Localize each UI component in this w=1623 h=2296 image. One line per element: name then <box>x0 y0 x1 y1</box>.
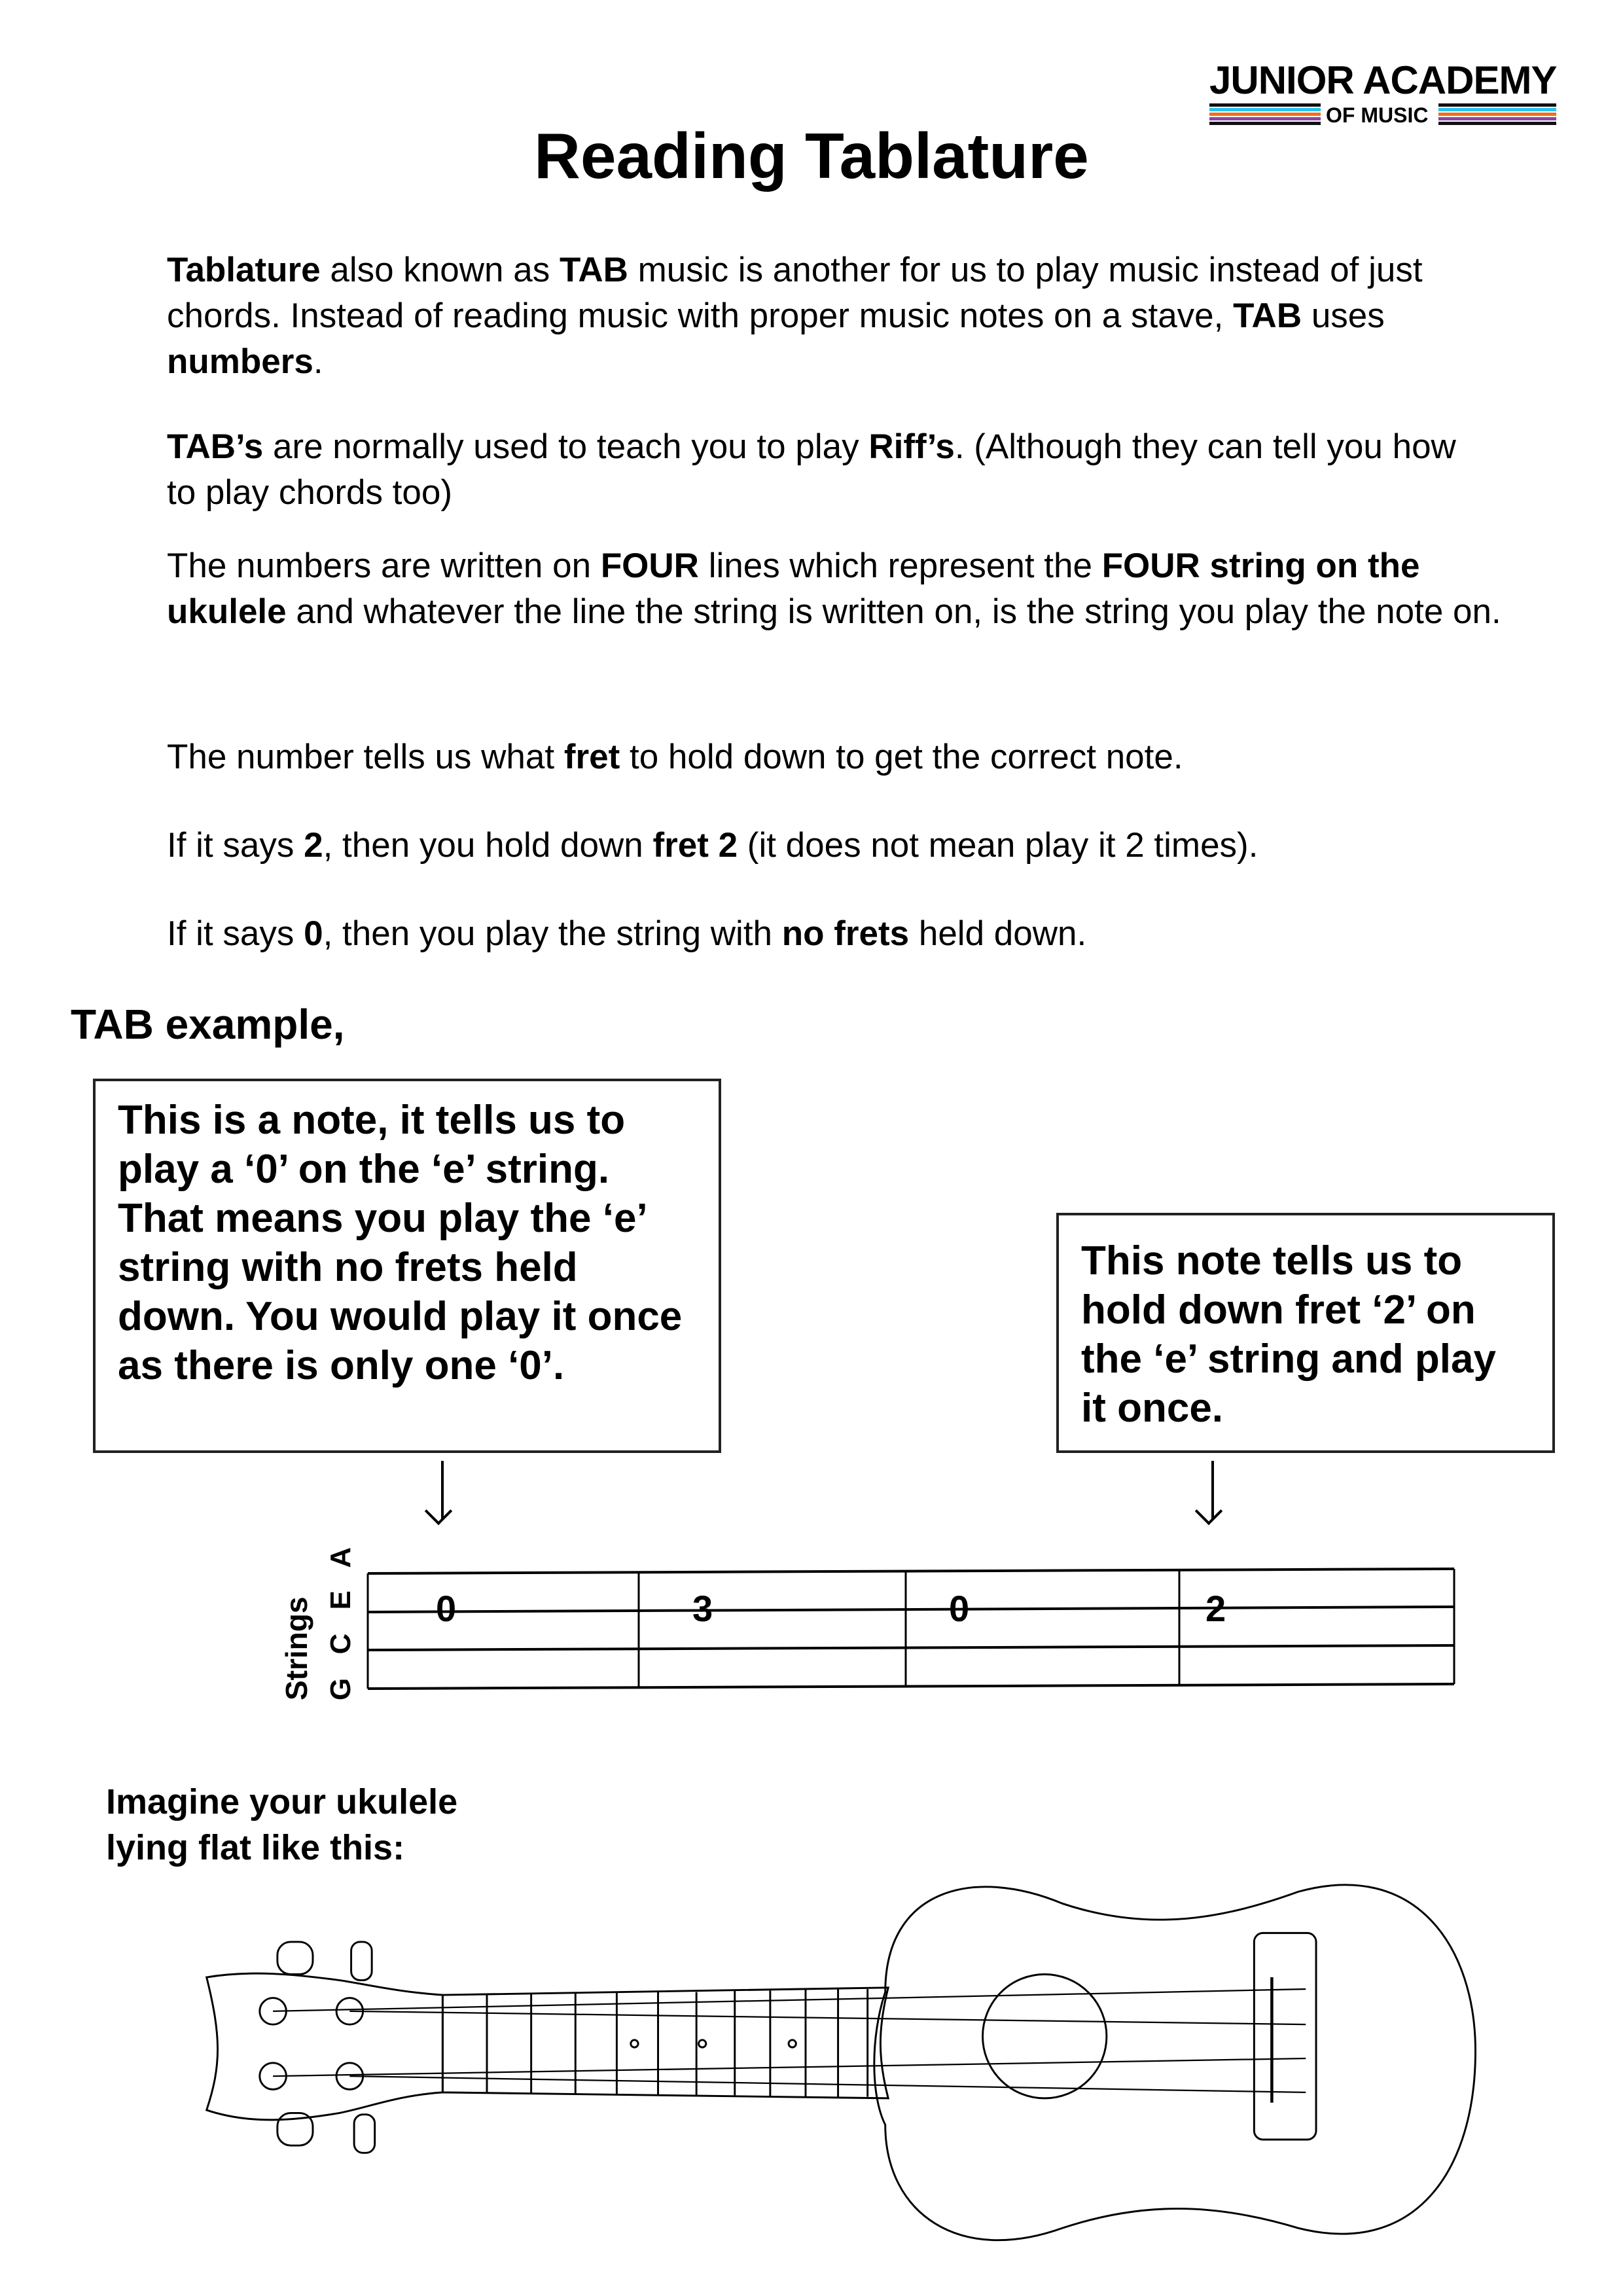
bold-text: fret <box>563 738 620 776</box>
bold-text: TAB <box>559 251 628 289</box>
logo-line1: JUNIOR ACADEMY <box>1209 58 1557 102</box>
logo-line2: OF MUSIC <box>1326 103 1429 127</box>
text: If it says <box>167 826 304 865</box>
bold-text: fret 2 <box>652 826 738 865</box>
text: , then you hold down <box>323 826 653 865</box>
text: and whatever the line the string is written on, is the string you play the note on. <box>286 592 1501 631</box>
headstock <box>207 1973 443 2120</box>
imagine-caption: Imagine your ukulele lying flat like this: <box>106 1782 458 1867</box>
bold-text: 2 <box>304 826 323 865</box>
text: are normally used to teach you to play <box>263 427 869 466</box>
sound-hole <box>983 1975 1107 2098</box>
text: , then you play the string with <box>323 914 782 953</box>
text: (it does not mean play it 2 times). <box>738 826 1258 865</box>
tab-note: 3 <box>692 1588 713 1629</box>
bold-text: Tablature <box>167 251 321 289</box>
bold-text: TAB <box>1233 296 1302 335</box>
tab-note: 0 <box>436 1588 457 1629</box>
bold-text: Riff’s <box>868 427 955 466</box>
bold-text: TAB’s <box>167 427 264 466</box>
bold-text: no frets <box>781 914 910 953</box>
text: . (Although they can tell you how to play chords too) <box>167 427 1456 512</box>
text: If it says <box>167 914 304 953</box>
tab-note: 0 <box>949 1588 970 1629</box>
string-names: G C E A <box>325 1539 357 1700</box>
text: to hold down to get the correct note. <box>620 738 1183 776</box>
callout-note-2: This note tells us to hold down fret ‘2’ on the ‘e’ string and play it once. <box>1056 1213 1555 1453</box>
bold-text: FOUR <box>600 547 699 585</box>
text: . <box>313 342 323 381</box>
text: held down. <box>909 914 1087 953</box>
bold-text: numbers <box>167 342 313 381</box>
bold-text: 0 <box>304 914 323 953</box>
bridge <box>1254 1933 1316 2140</box>
fret-marker <box>631 2040 638 2047</box>
tab-example-heading: TAB example, <box>71 1001 345 1048</box>
text: music is another for us to play music instead of just chords. Instead of reading music with proper music notes on a stave, <box>167 251 1423 335</box>
tab-note: 2 <box>1205 1588 1226 1629</box>
fret-marker <box>699 2040 706 2047</box>
text: also known as <box>320 251 560 289</box>
text: The numbers are written on <box>167 547 601 585</box>
bold-text: FOUR string on the ukulele <box>167 547 1420 631</box>
ukulele-body <box>874 1885 1476 2240</box>
callout-note-0: This is a note, it tells us to play a ‘0’ on the ‘e’ string. That means you play the ‘e’ string with no frets held down. You would play it once as there is only one ‘0’. <box>93 1079 721 1453</box>
strings-label: Strings <box>279 1596 313 1700</box>
fret-marker <box>789 2040 796 2047</box>
page-title: Reading Tablature <box>534 120 1089 192</box>
text: lines which represent the <box>698 547 1102 585</box>
text: The number tells us what <box>167 738 564 776</box>
text: uses <box>1302 296 1385 335</box>
